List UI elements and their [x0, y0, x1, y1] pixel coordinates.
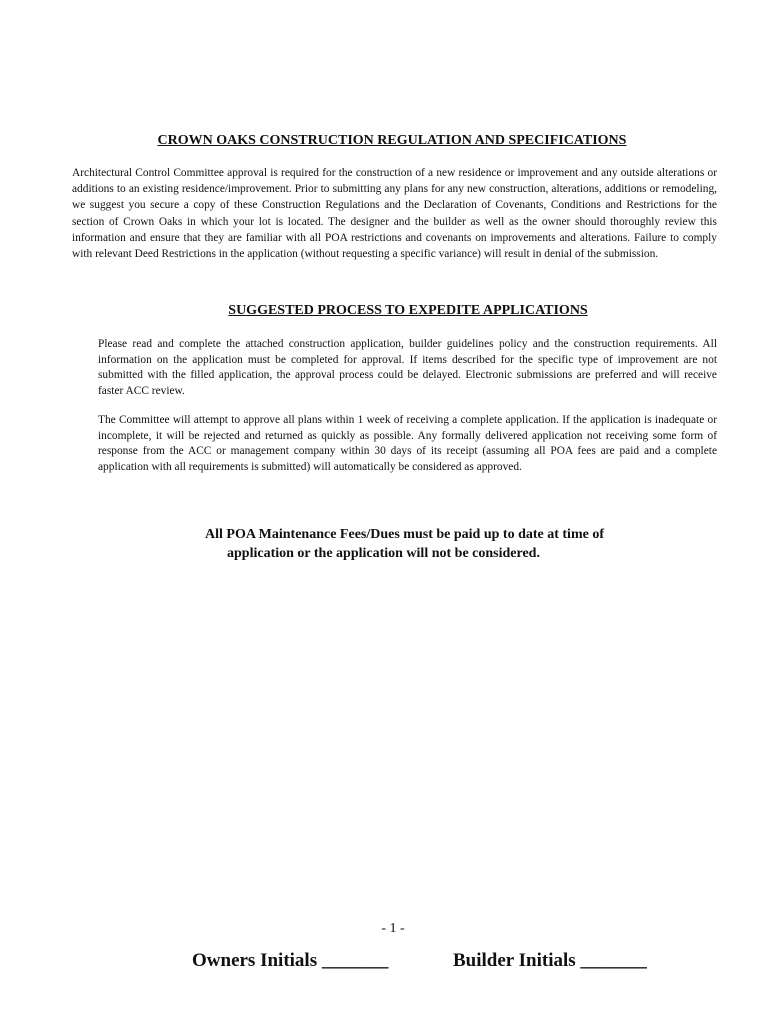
owners-initials: Owners Initials _______: [192, 950, 389, 971]
fees-notice-line-2: application or the application will not be considered.: [227, 546, 540, 561]
document-title: CROWN OAKS CONSTRUCTION REGULATION AND SPECIFICATIONS: [157, 133, 627, 148]
builder-initials: Builder Initials _______: [453, 950, 647, 971]
process-paragraph-2: The Committee will attempt to approve all plans within 1 week of receiving a complete application. If the application is inadequate or incomplete, it will be rejected and returned as quickly as possible. Any formally delivered application not receiving some form of response from the ACC or management company within 30 days of its receipt (assuming all POA fees are paid and a complete application with all requirements is submitted) will automatically be considered as approved.: [98, 414, 717, 473]
fees-notice-line-1: All POA Maintenance Fees/Dues must be paid up to date at time of: [205, 527, 604, 542]
intro-paragraph: Architectural Control Committee approval is required for the construction of a new residence or improvement and any outside alterations or additions to an existing residence/improvement. Prior to submitting any plans for any new construction, alterations, additions or remodeling, we suggest you secure a copy of these Construction Regulations and the Declaration of Covenants, Conditions and Restrictions for the section of Crown Oaks in which your lot is located. The designer and the builder as well as the owner should thoroughly review this information and ensure that they are familiar with all POA restrictions and covenants on improvements and alterations. Failure to comply with relevant Deed Restrictions in the application (without requesting a specific variance) will result in denial of the submission.: [72, 167, 717, 261]
section-title: SUGGESTED PROCESS TO EXPEDITE APPLICATIONS: [228, 303, 588, 318]
page-number: - 1 -: [381, 921, 405, 936]
fees-notice: [205, 525, 675, 563]
process-paragraph-1: Please read and complete the attached construction application, builder guidelines policy and the construction requirements. All information on the application must be completed for approval. If items described for the specific type of improvement are not submitted with the filled application, the approval process could be delayed. Electronic submissions are preferred and will receive faster ACC review.: [98, 338, 717, 397]
